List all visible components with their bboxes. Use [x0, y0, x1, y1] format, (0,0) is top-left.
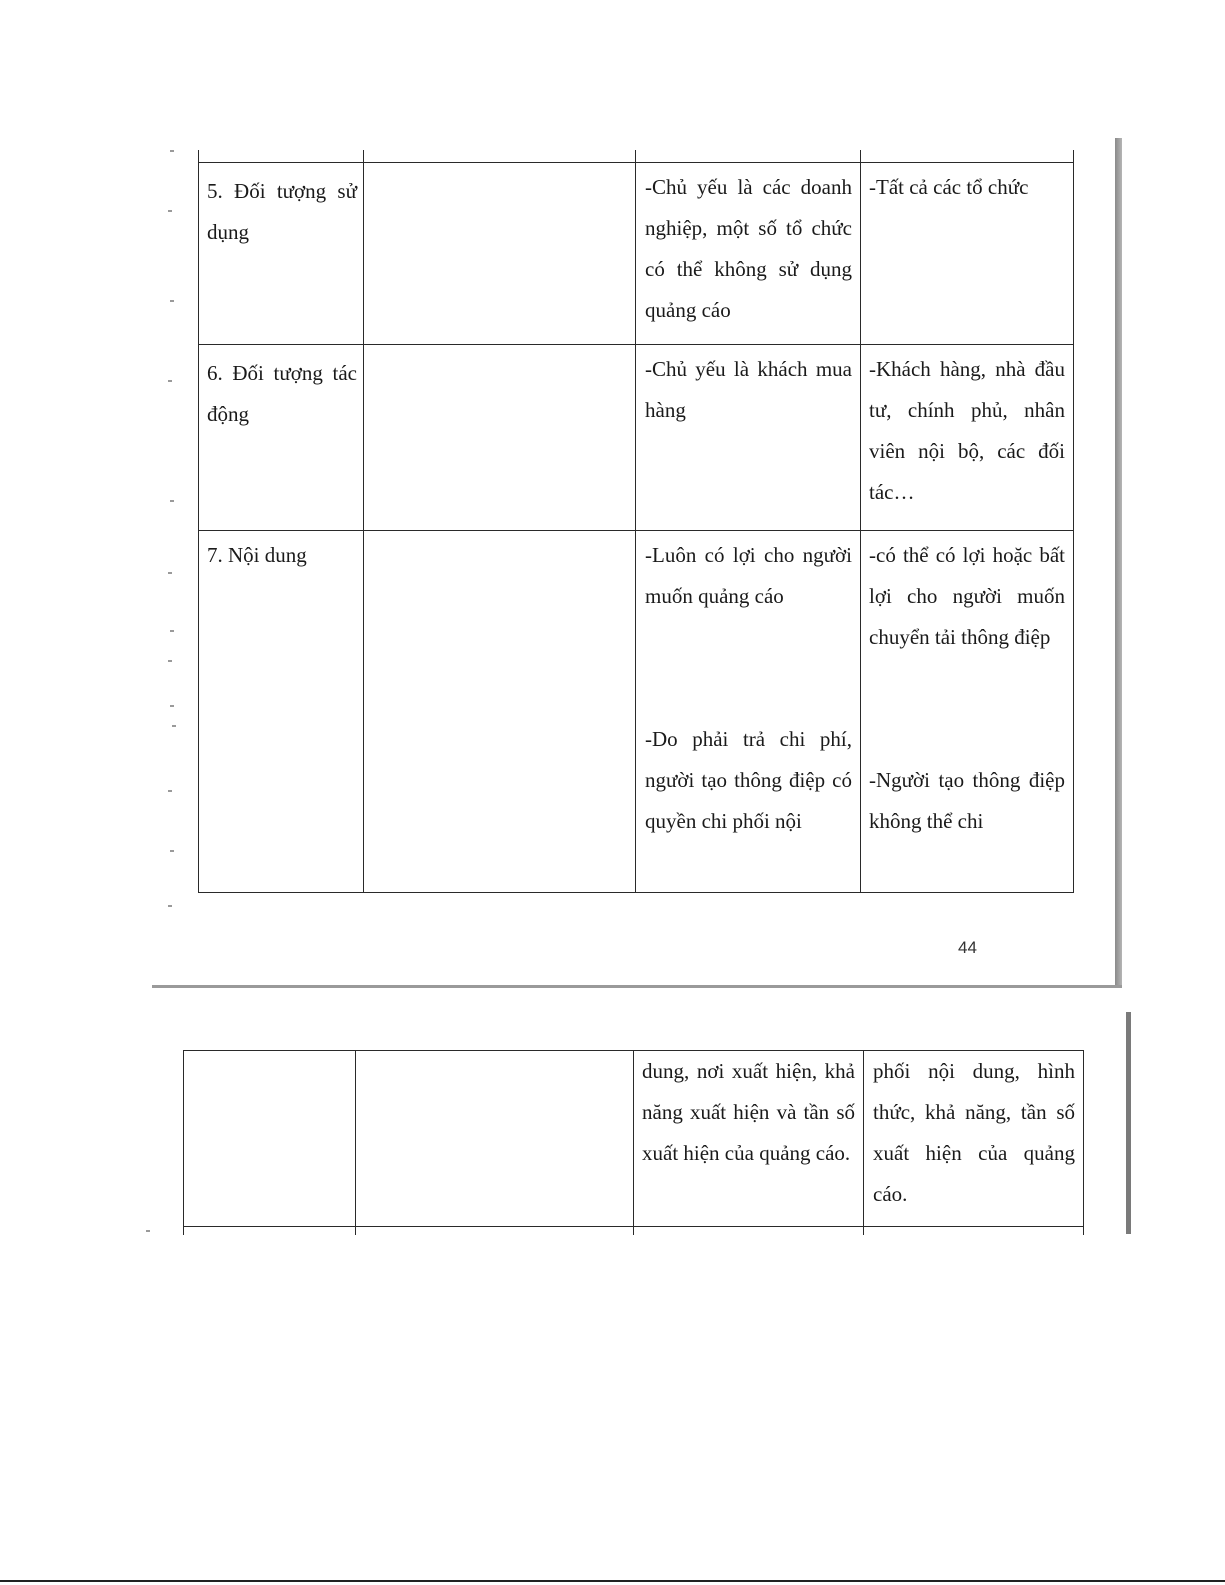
- criterion-cell: [199, 163, 364, 345]
- pr-cell: [861, 163, 1074, 345]
- pr-text: -có thể có lợi hoặc bất lợi cho người muốn chuyển tải thông điệp: [869, 543, 1065, 649]
- scan-speck: [170, 630, 174, 632]
- table-row-stub: [184, 1227, 1084, 1236]
- comparison-table-part-2: [183, 1050, 1084, 1235]
- comparison-table-part-1: [198, 150, 1074, 893]
- table-row: [184, 1051, 1084, 1227]
- pr-cell: [861, 345, 1074, 531]
- advertising-cell: [636, 345, 861, 531]
- advertising-text: dung, nơi xuất hiện, khả năng xuất hiện và tần số xuất hiện của quảng cáo.: [642, 1059, 855, 1165]
- advertising-cell: [634, 1051, 864, 1227]
- scan-speck: [168, 572, 172, 574]
- advertising-text: -Chủ yếu là khách mua hàng: [645, 357, 852, 422]
- empty-cell: [364, 163, 636, 345]
- advertising-text: -Chủ yếu là các doanh nghiệp, một số tổ chức có thể không sử dụng quảng cáo: [645, 175, 852, 322]
- criterion-text: 6. Đối tượng tác động: [207, 361, 357, 426]
- advertising-cell: [636, 163, 861, 345]
- bottom-rule: [0, 1580, 1225, 1582]
- page-edge-bottom: [152, 985, 1122, 988]
- advertising-cell: [636, 531, 861, 893]
- scan-speck: [168, 210, 172, 212]
- scan-speck: [170, 500, 174, 502]
- empty-cell: [364, 345, 636, 531]
- page-edge-shadow: [1115, 138, 1122, 988]
- advertising-text-2: -Do phải trả chi phí, người tạo thông điệp có quyền chi phối nội: [645, 727, 852, 833]
- table-row: [199, 345, 1074, 531]
- pr-text: -Tất cả các tổ chức: [869, 175, 1029, 199]
- criterion-cell: [199, 345, 364, 531]
- table-row: [199, 531, 1074, 893]
- scan-speck: [168, 905, 172, 907]
- page-number: 44: [958, 938, 977, 957]
- empty-cell: [364, 531, 636, 893]
- criterion-text: 7. Nội dung: [207, 543, 307, 567]
- table-row: [199, 163, 1074, 345]
- advertising-text: -Luôn có lợi cho người muốn quảng cáo: [645, 543, 852, 608]
- scan-speck: [146, 1230, 150, 1232]
- pr-text: phối nội dung, hình thức, khả năng, tần số xuất hiện của quảng cáo.: [873, 1059, 1075, 1206]
- criterion-cell: [184, 1051, 356, 1227]
- scan-speck: [170, 150, 174, 152]
- criterion-cell: [199, 531, 364, 893]
- pr-text: -Khách hàng, nhà đầu tư, chính phủ, nhân viên nội bộ, các đối tác…: [869, 357, 1065, 504]
- pr-text-2: -Người tạo thông điệp không thể chi: [869, 768, 1065, 833]
- scan-speck: [170, 705, 174, 707]
- scan-speck: [170, 300, 174, 302]
- scan-speck: [172, 725, 176, 727]
- pr-cell: [864, 1051, 1084, 1227]
- pr-cell: [861, 531, 1074, 893]
- criterion-text: 5. Đối tượng sử dụng: [207, 179, 357, 244]
- scan-speck: [170, 850, 174, 852]
- page-edge-shadow-2: [1126, 1012, 1131, 1234]
- scan-speck: [168, 660, 172, 662]
- scan-speck: [168, 380, 172, 382]
- table-row-stub: [199, 150, 1074, 163]
- scan-speck: [168, 790, 172, 792]
- empty-cell: [356, 1051, 634, 1227]
